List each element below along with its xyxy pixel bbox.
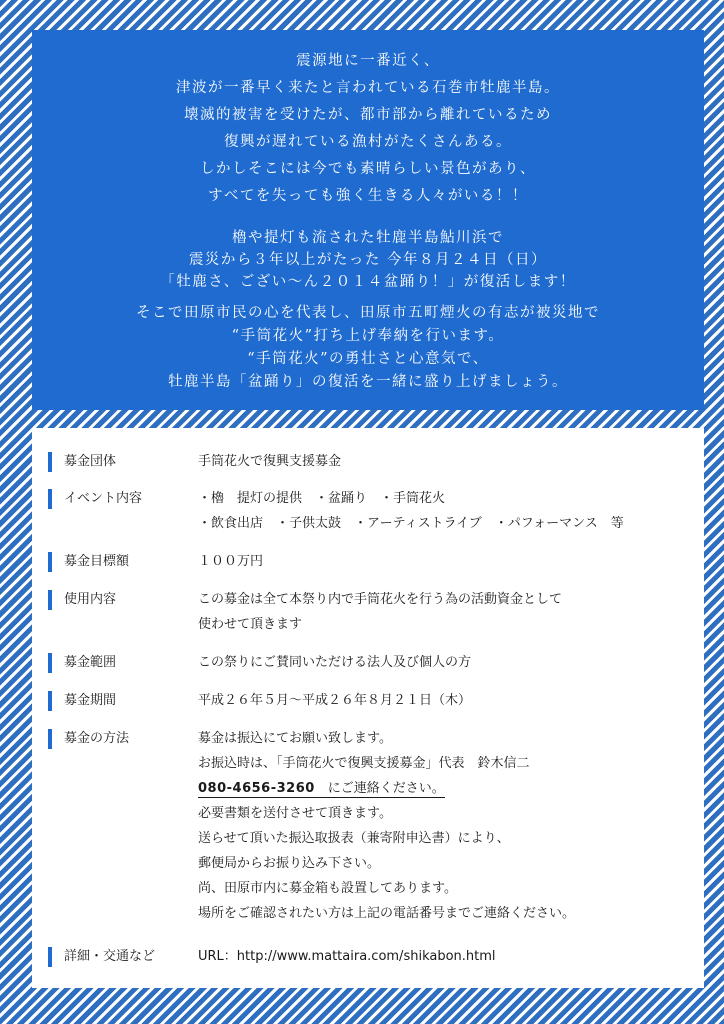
hero-line: 震災から３年以上がたった 今年８月２４日（日）: [188, 252, 548, 268]
organizer-text: 手筒花火で復興支援募金: [198, 454, 342, 469]
goal-value: [198, 552, 263, 577]
method-value: [198, 729, 575, 929]
details-url-link[interactable]: URL：http://www.mattaira.com/shikabon.html: [198, 949, 496, 964]
scope-value: [198, 653, 471, 678]
method-line: 必要書類を送付させて頂きます。: [198, 806, 392, 821]
usage-value: [198, 590, 562, 640]
hero-panel: [32, 30, 704, 410]
method-phone-line: [198, 779, 575, 804]
info-panel: [32, 428, 704, 988]
phone-contact: [198, 781, 445, 798]
method-line: 場所をご確認されたい方は上記の電話番号までご連絡ください。: [198, 906, 576, 921]
hero-line: そこで田原市民の心を代表し、田原市五町煙火の有志が被災地で: [136, 305, 600, 321]
usage-line: 使わせて頂きます: [198, 617, 303, 632]
period-value: [198, 691, 471, 716]
details-value: [198, 947, 496, 972]
phone-suffix: にご連絡ください。: [314, 781, 445, 796]
hero-line: 「牡鹿さ、ござい〜ん２０１４盆踊り！」が復活します！: [160, 274, 576, 290]
details-label: 詳細・交通など: [48, 947, 155, 967]
hero-intro-paragraph: [32, 48, 704, 210]
method-line: 募金は振込にてお願い致します。: [198, 731, 392, 746]
method-label: 募金の方法: [48, 729, 129, 749]
goal-text: １００万円: [198, 554, 264, 569]
events-line: ・櫓 提灯の提供 ・盆踊り ・手筒花火: [198, 491, 446, 506]
method-line: 郵便局からお振り込み下さい。: [198, 856, 381, 871]
hero-line: “手筒花火”の勇壮さと心意気で、: [247, 351, 489, 367]
method-line: 送らせて頂いた振込取扱表（兼寄附申込書）により、: [198, 831, 510, 846]
organizer-value: [198, 452, 341, 477]
organizer-label: 募金団体: [48, 452, 116, 472]
usage-label: 使用内容: [48, 590, 116, 610]
hero-line: 津波が一番早く来たと言われている石巻市牡鹿半島。: [176, 80, 560, 96]
events-value: [198, 489, 624, 539]
phone-number[interactable]: 080-4656-3260: [198, 781, 315, 796]
hero-line: 復興が遅れている漁村がたくさんある。: [224, 134, 512, 150]
period-text: 平成２６年５月〜平成２６年８月２１日（木）: [198, 693, 472, 708]
period-label: 募金期間: [48, 691, 116, 711]
hero-event-paragraph: [32, 227, 704, 293]
hero-line: しかしそこには今でも素晴らしい景色があり、: [200, 161, 536, 177]
hero-line: “手筒花火”打ち上げ奉納を行います。: [231, 328, 505, 344]
usage-line: この募金は全て本祭り内で手筒花火を行う為の活動資金として: [198, 592, 563, 607]
method-line: 尚、田原市内に募金箱も設置してあります。: [198, 881, 457, 896]
events-label: イベント内容: [48, 489, 142, 509]
scope-label: 募金範囲: [48, 653, 116, 673]
events-line: ・飲食出店 ・子供太鼓 ・アーティストライブ ・パフォーマンス 等: [198, 516, 624, 531]
hero-line: 牡鹿半島「盆踊り」の復活を一緒に盛り上げましょう。: [168, 374, 568, 390]
hero-line: すべてを失っても強く生きる人々がいる！！: [208, 188, 528, 204]
hero-line: 震源地に一番近く、: [296, 53, 440, 69]
goal-label: 募金目標額: [48, 552, 129, 572]
hero-line: 櫓や提灯も流された牡鹿半島鮎川浜で: [232, 230, 504, 246]
hero-line: 壊滅的被害を受けたが、都市部から離れているため: [184, 107, 552, 123]
scope-text: この祭りにご賛同いただける法人及び個人の方: [198, 655, 472, 670]
hero-appeal-paragraph: [32, 302, 704, 394]
method-line: お振込時は、「手筒花火で復興支援募金」代表 鈴木信二: [198, 756, 530, 771]
